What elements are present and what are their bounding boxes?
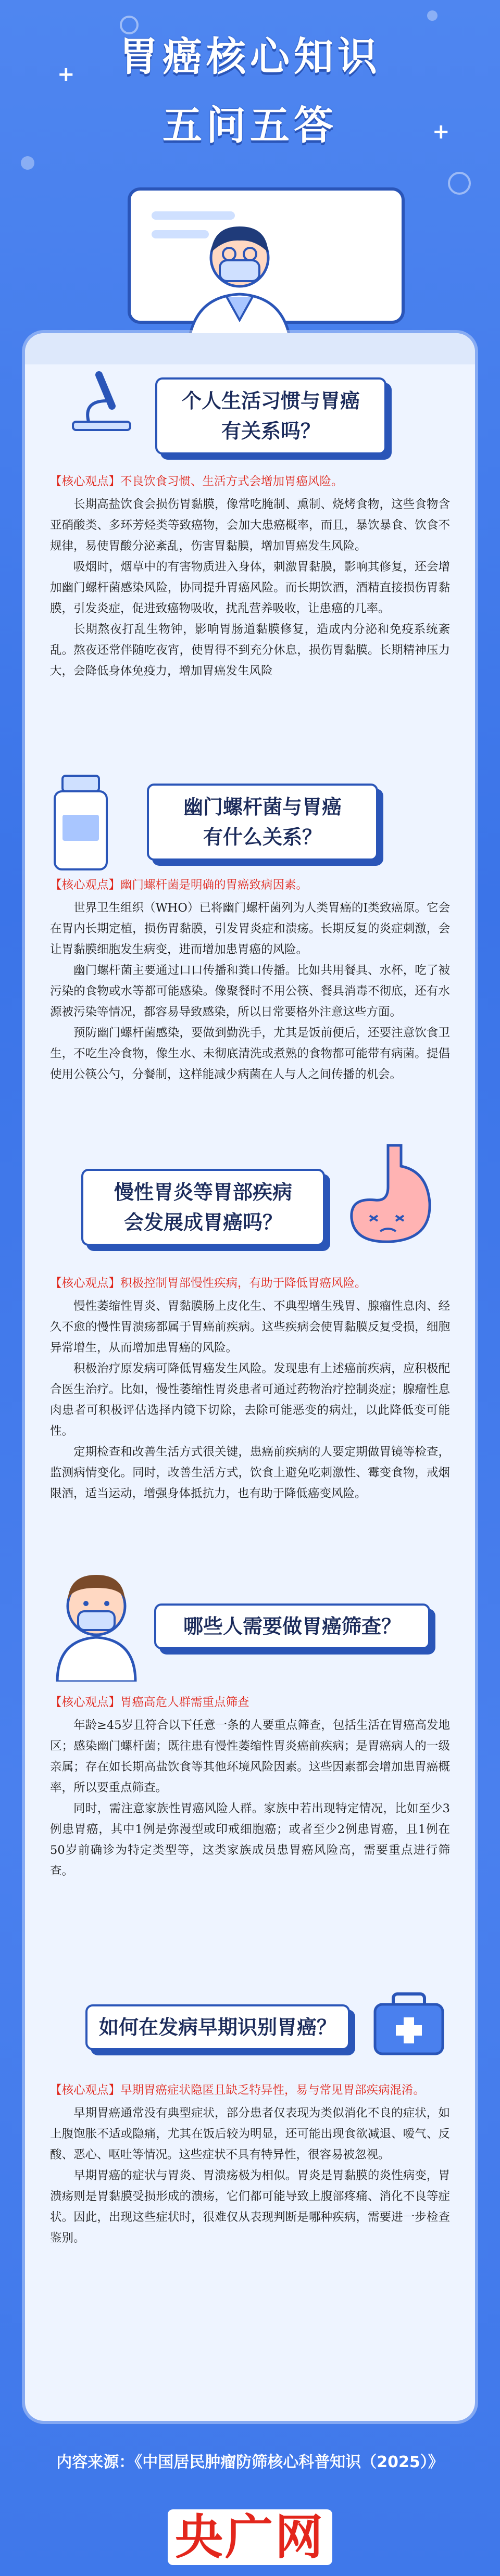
question-5-line1: 如何在发病早期识别胃癌？: [98, 2016, 336, 2039]
decor-dot: [427, 10, 438, 21]
question-box-2: [147, 784, 378, 861]
section-3-paragraph-3: 定期检查和改善生活方式很关键，患癌前疾病的人要定期做胃镜等检查，监测病情变化。同时，改善生活方式，饮食上避免吃刺激性、霉变食物，戒烟限酒，适当运动，增强身体抵抗力，也有助于降低癌变风险。: [50, 1445, 450, 1500]
section-4-paragraph-2: 同时，需注意家族性胃癌风险人群。家族中若出现特定情况，比如至少3例患胃癌，其中1例是弥漫型或印戒细胞癌；或者至少2例患胃癌，且1例在50岁前确诊为特定类型等，这类家族成员患胃癌风险高，需要重点进行筛查。: [50, 1802, 450, 1878]
question-1-line1: 个人生活习惯与胃癌: [181, 389, 360, 412]
core-label-4: 【核心观点】: [50, 1696, 121, 1709]
nurse-illustration: [47, 1562, 146, 1682]
section-1-paragraph-1: 长期高盐饮食会损伤胃黏膜，像常吃腌制、熏制、烧烤食物，这些食物含亚硝酸类、多环芳烃类等致癌物，会加大患癌概率，而且，暴饮暴食、饮食不规律，易使胃酸分泌紊乱，伤害胃黏膜，增加胃癌发生风险。: [50, 498, 450, 553]
core-label-2: 【核心观点】: [50, 878, 121, 892]
question-box-5: [85, 2004, 350, 2050]
header-title-line2: 五问五答: [162, 102, 338, 148]
decor-dot: [21, 156, 34, 170]
question-box-3: [81, 1169, 325, 1246]
section-4-text: [50, 1692, 450, 1882]
section-4-paragraph-1: 年龄≥45岁且符合以下任意一条的人要重点筛查，包括生活在胃癌高发地区；感染幽门螺杆菌；既往患有慢性萎缩性胃炎癌前疾病；是胃癌病人的一级亲属；存在如长期高盐饮食等其他环境风险因素。这些因素都会增加患胃癌概率，所以要重点筛查。: [50, 1719, 450, 1795]
medical-kit-icon: [370, 1989, 448, 2056]
section-5-paragraph-2: 早期胃癌的症状与胃炎、胃溃疡极为相似。胃炎是胃黏膜的炎性病变，胃溃疡则是胃黏膜受损形成的溃疡，它们都可能导致上腹部疼痛、消化不良等症状。因此，出现这些症状时，很难仅从表现判断是哪种疾病，需要进一步检查鉴别。: [50, 2169, 450, 2245]
section-1-text: [50, 471, 450, 681]
decor-plus-icon: +: [57, 62, 75, 86]
question-2-line2: 有什么关系？: [203, 826, 322, 849]
stomach-icon: [339, 1140, 443, 1249]
section-2-text: [50, 875, 450, 1085]
header-title-line1: 胃癌核心知识: [119, 33, 381, 80]
microscope-icon: [63, 364, 141, 437]
section-1-paragraph-2: 吸烟时，烟草中的有害物质进入身体，刺激胃黏膜，影响其修复，还会增加幽门螺杆菌感染风险，协同提升胃癌风险。而长期饮酒，酒精直接损伤胃黏膜，引发炎症，促进致癌物吸收，扰乱营养吸收，让患癌的几率。: [50, 560, 450, 615]
section-3-paragraph-2: 积极治疗原发病可降低胃癌发生风险。发现患有上述癌前疾病，应积极配合医生治疗。比如，慢性萎缩性胃炎患者可通过药物治疗控制炎症；腺瘤性息肉患者可积极评估选择内镜下切除，去除可能恶变的病灶，以此降低变可能性。: [50, 1362, 450, 1438]
content-source: 内容来源：《中国居民肿瘤防筛核心科普知识（2025）》: [56, 2453, 444, 2471]
question-box-4: [154, 1603, 430, 1649]
core-label-3: 【核心观点】: [50, 1277, 121, 1290]
medicine-bottle-icon: [47, 771, 115, 875]
core-label-1: 【核心观点】: [50, 475, 121, 488]
section-3-text: [50, 1273, 450, 1504]
brand-logo: [0, 2499, 500, 2568]
section-1-paragraph-3: 长期熬夜打乱生物钟，影响胃肠道黏膜修复，造成内分泌和免疫系统紊乱。熬夜还常伴随吃夜宵，使胃得不到充分休息，损伤胃黏膜。长期精神压力大，会降低身体免疫力，增加胃癌发生风险: [50, 623, 450, 678]
question-3-line2: 会发展成胃癌吗？: [123, 1211, 282, 1234]
question-2-line1: 幽门螺杆菌与胃癌: [183, 795, 342, 818]
core-text-4: 胃癌高危人群需重点筛查: [120, 1696, 249, 1709]
core-text-5: 早期胃癌症状隐匿且缺乏特异性，易与常见胃部疾病混淆。: [120, 2083, 426, 2097]
section-5-text: [50, 2080, 450, 2249]
brand-logo-text: 央广网: [168, 2509, 332, 2565]
section-5-paragraph-1: 早期胃癌通常没有典型症状，部分患者仅表现为类似消化不良的症状，如上腹饱胀不适或隐痛，尤其在饭后较为明显，还可能出现食欲减退、嗳气、反酸、恶心、呕吐等情况。这些症状不具有特异性，很容易被忽视。: [50, 2106, 450, 2162]
question-4-line1: 哪些人需要做胃癌筛查？: [183, 1615, 401, 1638]
section-2-paragraph-2: 幽门螺杆菌主要通过口口传播和粪口传播。比如共用餐具、水杯，吃了被污染的食物或水等都可能感染。像聚餐时不用公筷、餐具消毒不彻底，还有水源被污染等情况，都容易导致感染，所以日常要格外注意这些方面。: [50, 964, 450, 1019]
core-text-1: 不良饮食习惯、生活方式会增加胃癌风险。: [120, 475, 343, 488]
decor-ring: [448, 172, 471, 195]
question-box-1: [155, 377, 386, 454]
core-label-5: 【核心观点】: [50, 2083, 121, 2097]
question-3-line1: 慢性胃炎等胃部疾病: [114, 1181, 292, 1204]
core-text-3: 积极控制胃部慢性疾病，有助于降低胃癌风险。: [120, 1277, 367, 1290]
decor-plus-icon: +: [432, 120, 450, 144]
section-2-paragraph-3: 预防幽门螺杆菌感染，要做到勤洗手，尤其是饭前便后，还要注意饮食卫生，不吃生冷食物，像生水、未彻底清洗或煮熟的食物都可能带有病菌。提倡使用公筷公勺，分餐制，这样能减少病菌在人与人之间传播的机会。: [50, 1026, 450, 1081]
question-1-line2: 有关系吗？: [221, 420, 320, 443]
section-2-paragraph-1: 世界卫生组织（WHO）已将幽门螺杆菌列为人类胃癌的I类致癌原。它会在胃内长期定植，损伤胃黏膜，引发胃炎症和溃疡。长期反复的炎症刺激，会让胃黏膜细胞发生病变，进而增加患胃癌的风险。: [50, 901, 450, 956]
core-text-2: 幽门螺杆菌是明确的胃癌致病因素。: [120, 878, 308, 892]
section-3-paragraph-1: 慢性萎缩性胃炎、胃黏膜肠上皮化生、不典型增生残胃、腺瘤性息肉、经久不愈的慢性胃溃疡都属于胃癌前疾病。这些疾病会使胃黏膜反复受损，细胞异常增生，从而增加患胃癌的风险。: [50, 1299, 450, 1355]
